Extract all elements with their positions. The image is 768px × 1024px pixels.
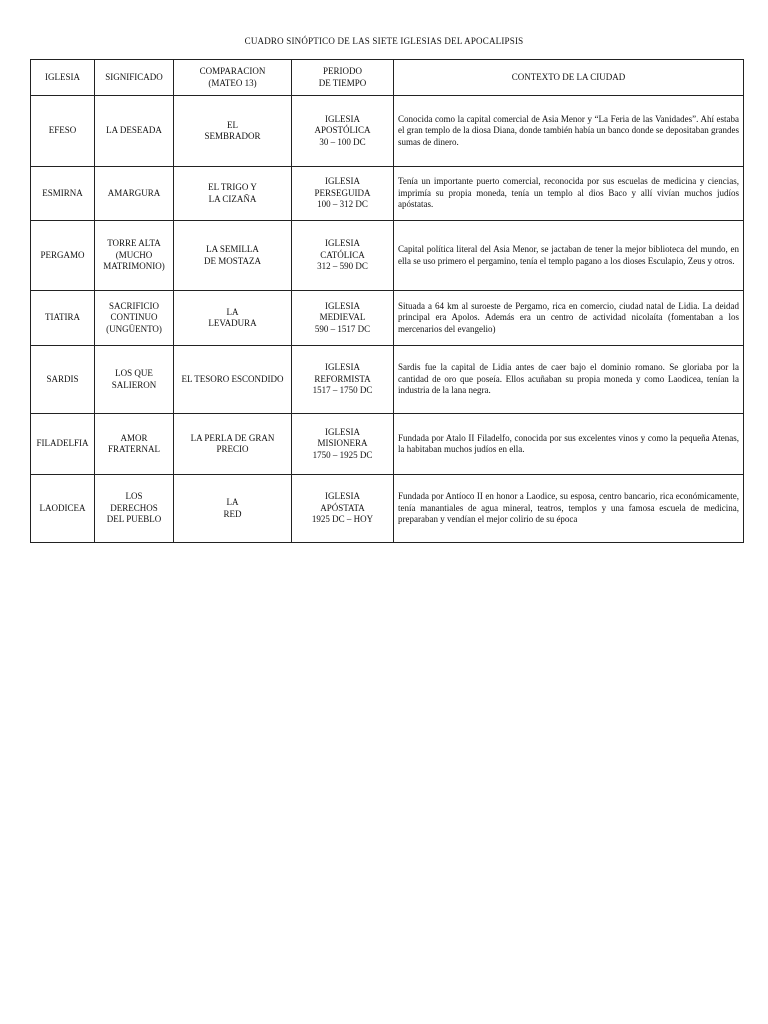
cell-significado: LOS DERECHOS DEL PUEBLO bbox=[95, 475, 174, 543]
table-row bbox=[31, 291, 744, 346]
cell-comparacion: LA SEMILLA DE MOSTAZA bbox=[174, 221, 292, 291]
cell-comparacion: EL SEMBRADOR bbox=[174, 96, 292, 167]
cell-comparacion: EL TESORO ESCONDIDO bbox=[174, 346, 292, 414]
cell-contexto: Capital política literal del Asia Menor, se jactaban de tener la mejor biblioteca del mundo, en ella se uso primero el pergamino, tenía el templo pagano a los dioses Esculapio, Zeus y otros. bbox=[394, 221, 744, 291]
cell-significado: LOS QUE SALIERON bbox=[95, 346, 174, 414]
table-row bbox=[31, 96, 744, 167]
table-row bbox=[31, 167, 744, 221]
page-title: CUADRO SINÓPTICO DE LAS SIETE IGLESIAS DEL APOCALIPSIS bbox=[244, 36, 524, 46]
cell-significado: TORRE ALTA (MUCHO MATRIMONIO) bbox=[95, 221, 174, 291]
table-row bbox=[31, 221, 744, 291]
cell-periodo: IGLESIA PERSEGUIDA 100 – 312 DC bbox=[292, 167, 394, 221]
cell-iglesia: FILADELFIA bbox=[31, 414, 95, 475]
cell-iglesia: ESMIRNA bbox=[31, 167, 95, 221]
cell-iglesia: EFESO bbox=[31, 96, 95, 167]
synoptic-table bbox=[30, 59, 744, 543]
cell-significado: AMARGURA bbox=[95, 167, 174, 221]
cell-contexto: Fundada por Atalo II Filadelfo, conocida por sus excelentes vinos y como la pequeña Atenas, la habitaban muchos judíos en ella. bbox=[394, 414, 744, 475]
header-contexto: CONTEXTO DE LA CIUDAD bbox=[394, 60, 744, 96]
cell-comparacion: LA RED bbox=[174, 475, 292, 543]
cell-periodo: IGLESIA APÓSTATA 1925 DC – HOY bbox=[292, 475, 394, 543]
cell-iglesia: SARDIS bbox=[31, 346, 95, 414]
cell-contexto: Tenía un importante puerto comercial, reconocida por sus escuelas de medicina y ciencias, imprimía su propia moneda, tenía un templo al dios Baco y allí vivían muchos judíos apóstatas. bbox=[394, 167, 744, 221]
cell-significado: SACRIFICIO CONTINUO (UNGÜENTO) bbox=[95, 291, 174, 346]
table-header-row bbox=[31, 60, 744, 96]
cell-comparacion: LA LEVADURA bbox=[174, 291, 292, 346]
cell-periodo: IGLESIA CATÓLICA 312 – 590 DC bbox=[292, 221, 394, 291]
table-row bbox=[31, 475, 744, 543]
cell-periodo: IGLESIA REFORMISTA 1517 – 1750 DC bbox=[292, 346, 394, 414]
cell-comparacion: LA PERLA DE GRAN PRECIO bbox=[174, 414, 292, 475]
cell-iglesia: PERGAMO bbox=[31, 221, 95, 291]
cell-contexto: Situada a 64 km al suroeste de Pergamo, rica en comercio, ciudad natal de Lidia. La deidad principal era Apolos. Además era un centro de actividad nicolaíta (fomentaban a los mercenarios del evangelio) bbox=[394, 291, 744, 346]
table-row bbox=[31, 346, 744, 414]
header-periodo: PERIODO DE TIEMPO bbox=[292, 60, 394, 96]
cell-periodo: IGLESIA MEDIEVAL 590 – 1517 DC bbox=[292, 291, 394, 346]
cell-iglesia: TIATIRA bbox=[31, 291, 95, 346]
cell-significado: LA DESEADA bbox=[95, 96, 174, 167]
header-significado: SIGNIFICADO bbox=[95, 60, 174, 96]
table-row bbox=[31, 414, 744, 475]
cell-contexto: Sardis fue la capital de Lidia antes de caer bajo el dominio romano. Se gloriaba por la cantidad de oro que poseía. Ellos acuñaban su propia moneda y como Laodicea, tenían la industria de la lana negra. bbox=[394, 346, 744, 414]
cell-periodo: IGLESIA MISIONERA 1750 – 1925 DC bbox=[292, 414, 394, 475]
cell-contexto: Fundada por Antíoco II en honor a Laodice, su esposa, centro bancario, rica económicamente, tenía manantiales de agua mineral, teatros, templos y una famosa escuela de medicina, preparaban y vendían el mejor colirio de su época bbox=[394, 475, 744, 543]
cell-comparacion: EL TRIGO Y LA CIZAÑA bbox=[174, 167, 292, 221]
cell-iglesia: LAODICEA bbox=[31, 475, 95, 543]
cell-contexto: Conocida como la capital comercial de Asia Menor y “La Feria de las Vanidades”. Ahí estaba el gran templo de la diosa Diana, donde también había un banco donde se depositaban grandes sumas de dinero. bbox=[394, 96, 744, 167]
header-comparacion: COMPARACION (MATEO 13) bbox=[174, 60, 292, 96]
cell-periodo: IGLESIA APOSTÓLICA 30 – 100 DC bbox=[292, 96, 394, 167]
cell-significado: AMOR FRATERNAL bbox=[95, 414, 174, 475]
header-iglesia: IGLESIA bbox=[31, 60, 95, 96]
